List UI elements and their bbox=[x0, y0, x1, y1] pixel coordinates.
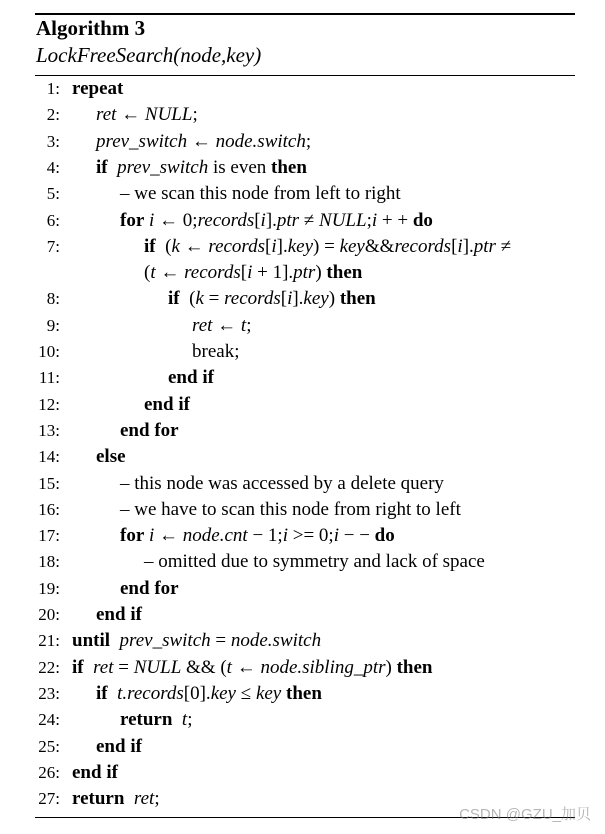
line-number: 4: bbox=[46, 157, 60, 177]
keyword: end if bbox=[72, 761, 118, 783]
identifier: ret bbox=[192, 314, 213, 336]
code-text bbox=[144, 236, 511, 258]
algorithm-title: Algorithm 3 bbox=[36, 16, 146, 40]
code-line bbox=[0, 236, 605, 262]
code-text bbox=[96, 446, 126, 468]
line-number: 5: bbox=[46, 184, 60, 204]
code-token: – we have to scan this node from right to left bbox=[120, 498, 461, 520]
code-line bbox=[0, 367, 605, 393]
code-line bbox=[0, 157, 605, 183]
identifier: node.switch bbox=[230, 630, 322, 652]
code-token: ≤ bbox=[236, 682, 256, 704]
code-token: ; bbox=[305, 130, 312, 152]
code-token: [ bbox=[451, 235, 458, 257]
identifier: prev_switch bbox=[96, 130, 188, 152]
code-text bbox=[120, 499, 461, 521]
code-line bbox=[0, 551, 605, 577]
code-text bbox=[120, 578, 179, 600]
code-token: ; bbox=[154, 788, 160, 810]
code-line bbox=[0, 683, 605, 709]
code-token: − − bbox=[338, 525, 375, 547]
line-number: 6: bbox=[46, 210, 60, 230]
code-token: – this node was accessed by a delete query bbox=[120, 472, 444, 494]
keyword: until bbox=[72, 630, 111, 652]
identifier: ret bbox=[93, 656, 114, 678]
code-token: ) = bbox=[313, 235, 340, 257]
watermark: CSDN @GZU_加贝 bbox=[459, 806, 591, 823]
keyword: end for bbox=[120, 577, 179, 599]
identifier: key bbox=[210, 682, 236, 704]
code-text bbox=[96, 157, 307, 179]
identifier: ptr bbox=[276, 209, 300, 231]
code-token: ) bbox=[385, 656, 397, 678]
code-token: ; bbox=[366, 209, 372, 231]
line-number: 7: bbox=[46, 236, 60, 256]
line-number: 22: bbox=[38, 657, 60, 677]
line-number: 21: bbox=[38, 631, 60, 651]
code-line bbox=[0, 578, 605, 604]
line-number: 24: bbox=[38, 710, 60, 730]
code-line bbox=[0, 315, 605, 341]
code-line bbox=[0, 762, 605, 788]
line-number: 1: bbox=[46, 79, 60, 98]
identifier: key bbox=[287, 235, 314, 257]
code-line bbox=[0, 210, 605, 236]
identifier: key bbox=[255, 682, 282, 704]
identifier: node.switch bbox=[215, 130, 306, 152]
identifier: NULL bbox=[133, 656, 182, 678]
identifier: ptr bbox=[293, 262, 316, 284]
code-token: ← bbox=[231, 656, 261, 678]
code-token: [ bbox=[265, 235, 272, 257]
identifier: i bbox=[457, 235, 463, 257]
code-text bbox=[72, 78, 123, 100]
identifier: i bbox=[260, 209, 266, 231]
code-token: − 1; bbox=[247, 525, 283, 547]
identifier: records bbox=[197, 209, 255, 231]
code-line bbox=[0, 341, 605, 367]
code-token: ; bbox=[246, 314, 252, 336]
code-text bbox=[120, 709, 192, 731]
code-token: = bbox=[113, 656, 134, 678]
keyword: then bbox=[286, 682, 322, 704]
code-token: ( bbox=[179, 288, 196, 310]
code-token: ← bbox=[154, 525, 183, 547]
line-number: 12: bbox=[38, 394, 60, 414]
identifier: i bbox=[271, 235, 277, 257]
keyword: end if bbox=[96, 735, 142, 757]
identifier: key bbox=[339, 235, 365, 257]
keyword: if bbox=[168, 288, 180, 310]
identifier: NULL bbox=[319, 209, 367, 231]
code-token: ≠ bbox=[299, 209, 320, 231]
code-line bbox=[0, 736, 605, 762]
code-line bbox=[0, 525, 605, 551]
code-token: ]. bbox=[462, 235, 474, 257]
code-token: = bbox=[210, 630, 231, 652]
top-rule bbox=[35, 13, 575, 15]
code-line bbox=[0, 288, 605, 314]
code-token: break; bbox=[192, 341, 240, 362]
identifier: t bbox=[181, 709, 188, 731]
keyword: if bbox=[72, 656, 84, 678]
keyword: else bbox=[96, 446, 126, 468]
identifier: records bbox=[184, 262, 241, 284]
keyword: end if bbox=[168, 367, 214, 389]
code-token bbox=[108, 157, 118, 178]
identifier: i bbox=[333, 525, 339, 547]
keyword: then bbox=[339, 288, 376, 310]
code-text bbox=[120, 525, 395, 547]
keyword: if bbox=[96, 156, 108, 178]
line-number: 17: bbox=[38, 526, 60, 546]
identifier: t bbox=[240, 314, 247, 336]
line-number: 3: bbox=[46, 131, 60, 151]
identifier: i bbox=[282, 525, 288, 547]
keyword: repeat bbox=[72, 78, 124, 99]
code-token: ≠ bbox=[495, 235, 512, 257]
code-token bbox=[172, 709, 182, 730]
identifier: i bbox=[149, 525, 155, 547]
line-number: 26: bbox=[38, 762, 60, 782]
code-line bbox=[0, 183, 605, 209]
keyword: then bbox=[326, 262, 363, 284]
code-text bbox=[120, 183, 401, 205]
identifier: node.cnt bbox=[182, 525, 248, 547]
code-token: ; bbox=[187, 709, 193, 731]
identifier: records bbox=[394, 235, 452, 257]
code-text bbox=[96, 736, 142, 758]
code-line bbox=[0, 604, 605, 630]
code-token: [ bbox=[280, 288, 288, 310]
keyword: end if bbox=[96, 604, 142, 625]
code-token bbox=[110, 630, 120, 651]
code-token: [ bbox=[240, 262, 248, 284]
identifier: ret bbox=[133, 788, 155, 810]
identifier: t bbox=[150, 262, 156, 284]
identifier: prev_switch bbox=[119, 630, 211, 652]
identifier: key bbox=[303, 288, 329, 310]
code-token: ← bbox=[155, 262, 185, 284]
code-line bbox=[0, 394, 605, 420]
code-token: – omitted due to symmetry and lack of space bbox=[144, 551, 485, 573]
code-line bbox=[0, 262, 605, 288]
code-token: = bbox=[203, 288, 225, 310]
code-text bbox=[72, 788, 160, 810]
code-token: ( bbox=[155, 235, 172, 257]
code-token: ( bbox=[144, 262, 151, 284]
keyword: do bbox=[374, 525, 395, 547]
keyword: return bbox=[120, 709, 173, 731]
code-token: [ bbox=[254, 209, 261, 231]
line-number: 11: bbox=[38, 368, 60, 388]
code-text bbox=[72, 657, 433, 679]
code-text bbox=[96, 604, 142, 626]
identifier: t bbox=[226, 656, 232, 678]
line-number: 20: bbox=[38, 605, 60, 624]
keyword: if bbox=[96, 682, 108, 704]
code-line bbox=[0, 446, 605, 472]
code-line bbox=[0, 420, 605, 446]
code-text bbox=[120, 473, 444, 495]
keyword: for bbox=[120, 209, 145, 231]
code-token: ) bbox=[328, 288, 340, 310]
code-text bbox=[192, 315, 251, 337]
code-text bbox=[96, 104, 198, 126]
identifier: i bbox=[371, 209, 378, 231]
code-token bbox=[108, 683, 118, 704]
code-token: ]. bbox=[265, 209, 277, 231]
code-line bbox=[0, 499, 605, 525]
code-line bbox=[0, 78, 605, 104]
code-token: is even bbox=[208, 156, 272, 178]
code-token: ← bbox=[116, 104, 145, 126]
code-token bbox=[124, 788, 134, 809]
line-number: 15: bbox=[38, 473, 60, 493]
code-text bbox=[192, 341, 239, 363]
code-token: – we scan this node from left to right bbox=[120, 183, 401, 205]
code-token: && bbox=[364, 235, 395, 257]
code-text bbox=[72, 762, 118, 784]
code-token: ← bbox=[179, 235, 209, 257]
keyword: end if bbox=[144, 393, 190, 415]
keyword: then bbox=[271, 156, 307, 178]
identifier: prev_switch bbox=[117, 156, 209, 178]
keyword: do bbox=[412, 209, 433, 231]
code-token: ) bbox=[315, 262, 327, 284]
code-token: ]. bbox=[276, 235, 288, 257]
code-text bbox=[96, 683, 322, 705]
code-token: >= 0; bbox=[287, 525, 334, 547]
line-number: 16: bbox=[38, 499, 60, 519]
code-token bbox=[84, 657, 94, 678]
line-number: 10: bbox=[38, 342, 60, 361]
identifier: k bbox=[171, 235, 180, 257]
line-number: 19: bbox=[38, 578, 60, 598]
algorithm-signature: LockFreeSearch(node,key) bbox=[36, 43, 262, 67]
code-text bbox=[168, 367, 214, 389]
identifier: i bbox=[149, 209, 155, 231]
code-line bbox=[0, 473, 605, 499]
code-token: ← bbox=[212, 314, 241, 336]
line-number: 18: bbox=[38, 552, 60, 572]
code-line bbox=[0, 104, 605, 130]
code-token: ; bbox=[192, 104, 198, 126]
identifier: records bbox=[208, 235, 266, 257]
line-number: 14: bbox=[38, 447, 60, 467]
line-number: 27: bbox=[38, 789, 60, 809]
code-line bbox=[0, 657, 605, 683]
header-rule bbox=[35, 75, 575, 76]
code-line bbox=[0, 131, 605, 157]
code-token: ← bbox=[187, 130, 216, 152]
line-number: 2: bbox=[46, 105, 60, 125]
code-text bbox=[72, 630, 321, 652]
identifier: ptr bbox=[473, 235, 496, 257]
identifier: NULL bbox=[144, 104, 193, 126]
line-number: 13: bbox=[38, 420, 60, 440]
identifier: node.sibling_ptr bbox=[260, 656, 386, 678]
identifier: t.records bbox=[117, 682, 184, 704]
code-token: ]. bbox=[292, 288, 304, 310]
line-number: 8: bbox=[46, 289, 60, 309]
code-token: [0]. bbox=[183, 682, 211, 704]
identifier: i bbox=[287, 288, 293, 310]
line-number: 25: bbox=[38, 736, 60, 756]
keyword: end for bbox=[120, 419, 179, 441]
code-token: + 1]. bbox=[252, 262, 294, 284]
code-token: ← 0; bbox=[154, 209, 198, 231]
code-text bbox=[168, 288, 376, 310]
identifier: i bbox=[247, 262, 253, 284]
code-text bbox=[120, 210, 433, 232]
code-text bbox=[96, 131, 311, 153]
code-text bbox=[120, 420, 179, 442]
keyword: if bbox=[144, 235, 156, 257]
code-token: && ( bbox=[181, 656, 227, 678]
identifier: records bbox=[224, 288, 281, 310]
code-text bbox=[144, 551, 485, 573]
code-line bbox=[0, 630, 605, 656]
code-text bbox=[144, 262, 362, 284]
code-line bbox=[0, 709, 605, 735]
line-number: 9: bbox=[46, 315, 60, 335]
identifier: k bbox=[195, 288, 204, 310]
keyword: for bbox=[120, 525, 145, 547]
keyword: return bbox=[72, 788, 125, 810]
identifier: ret bbox=[96, 104, 117, 126]
code-text bbox=[144, 394, 190, 416]
code-token: + + bbox=[377, 209, 413, 231]
line-number: 23: bbox=[38, 683, 60, 703]
keyword: then bbox=[396, 656, 433, 678]
